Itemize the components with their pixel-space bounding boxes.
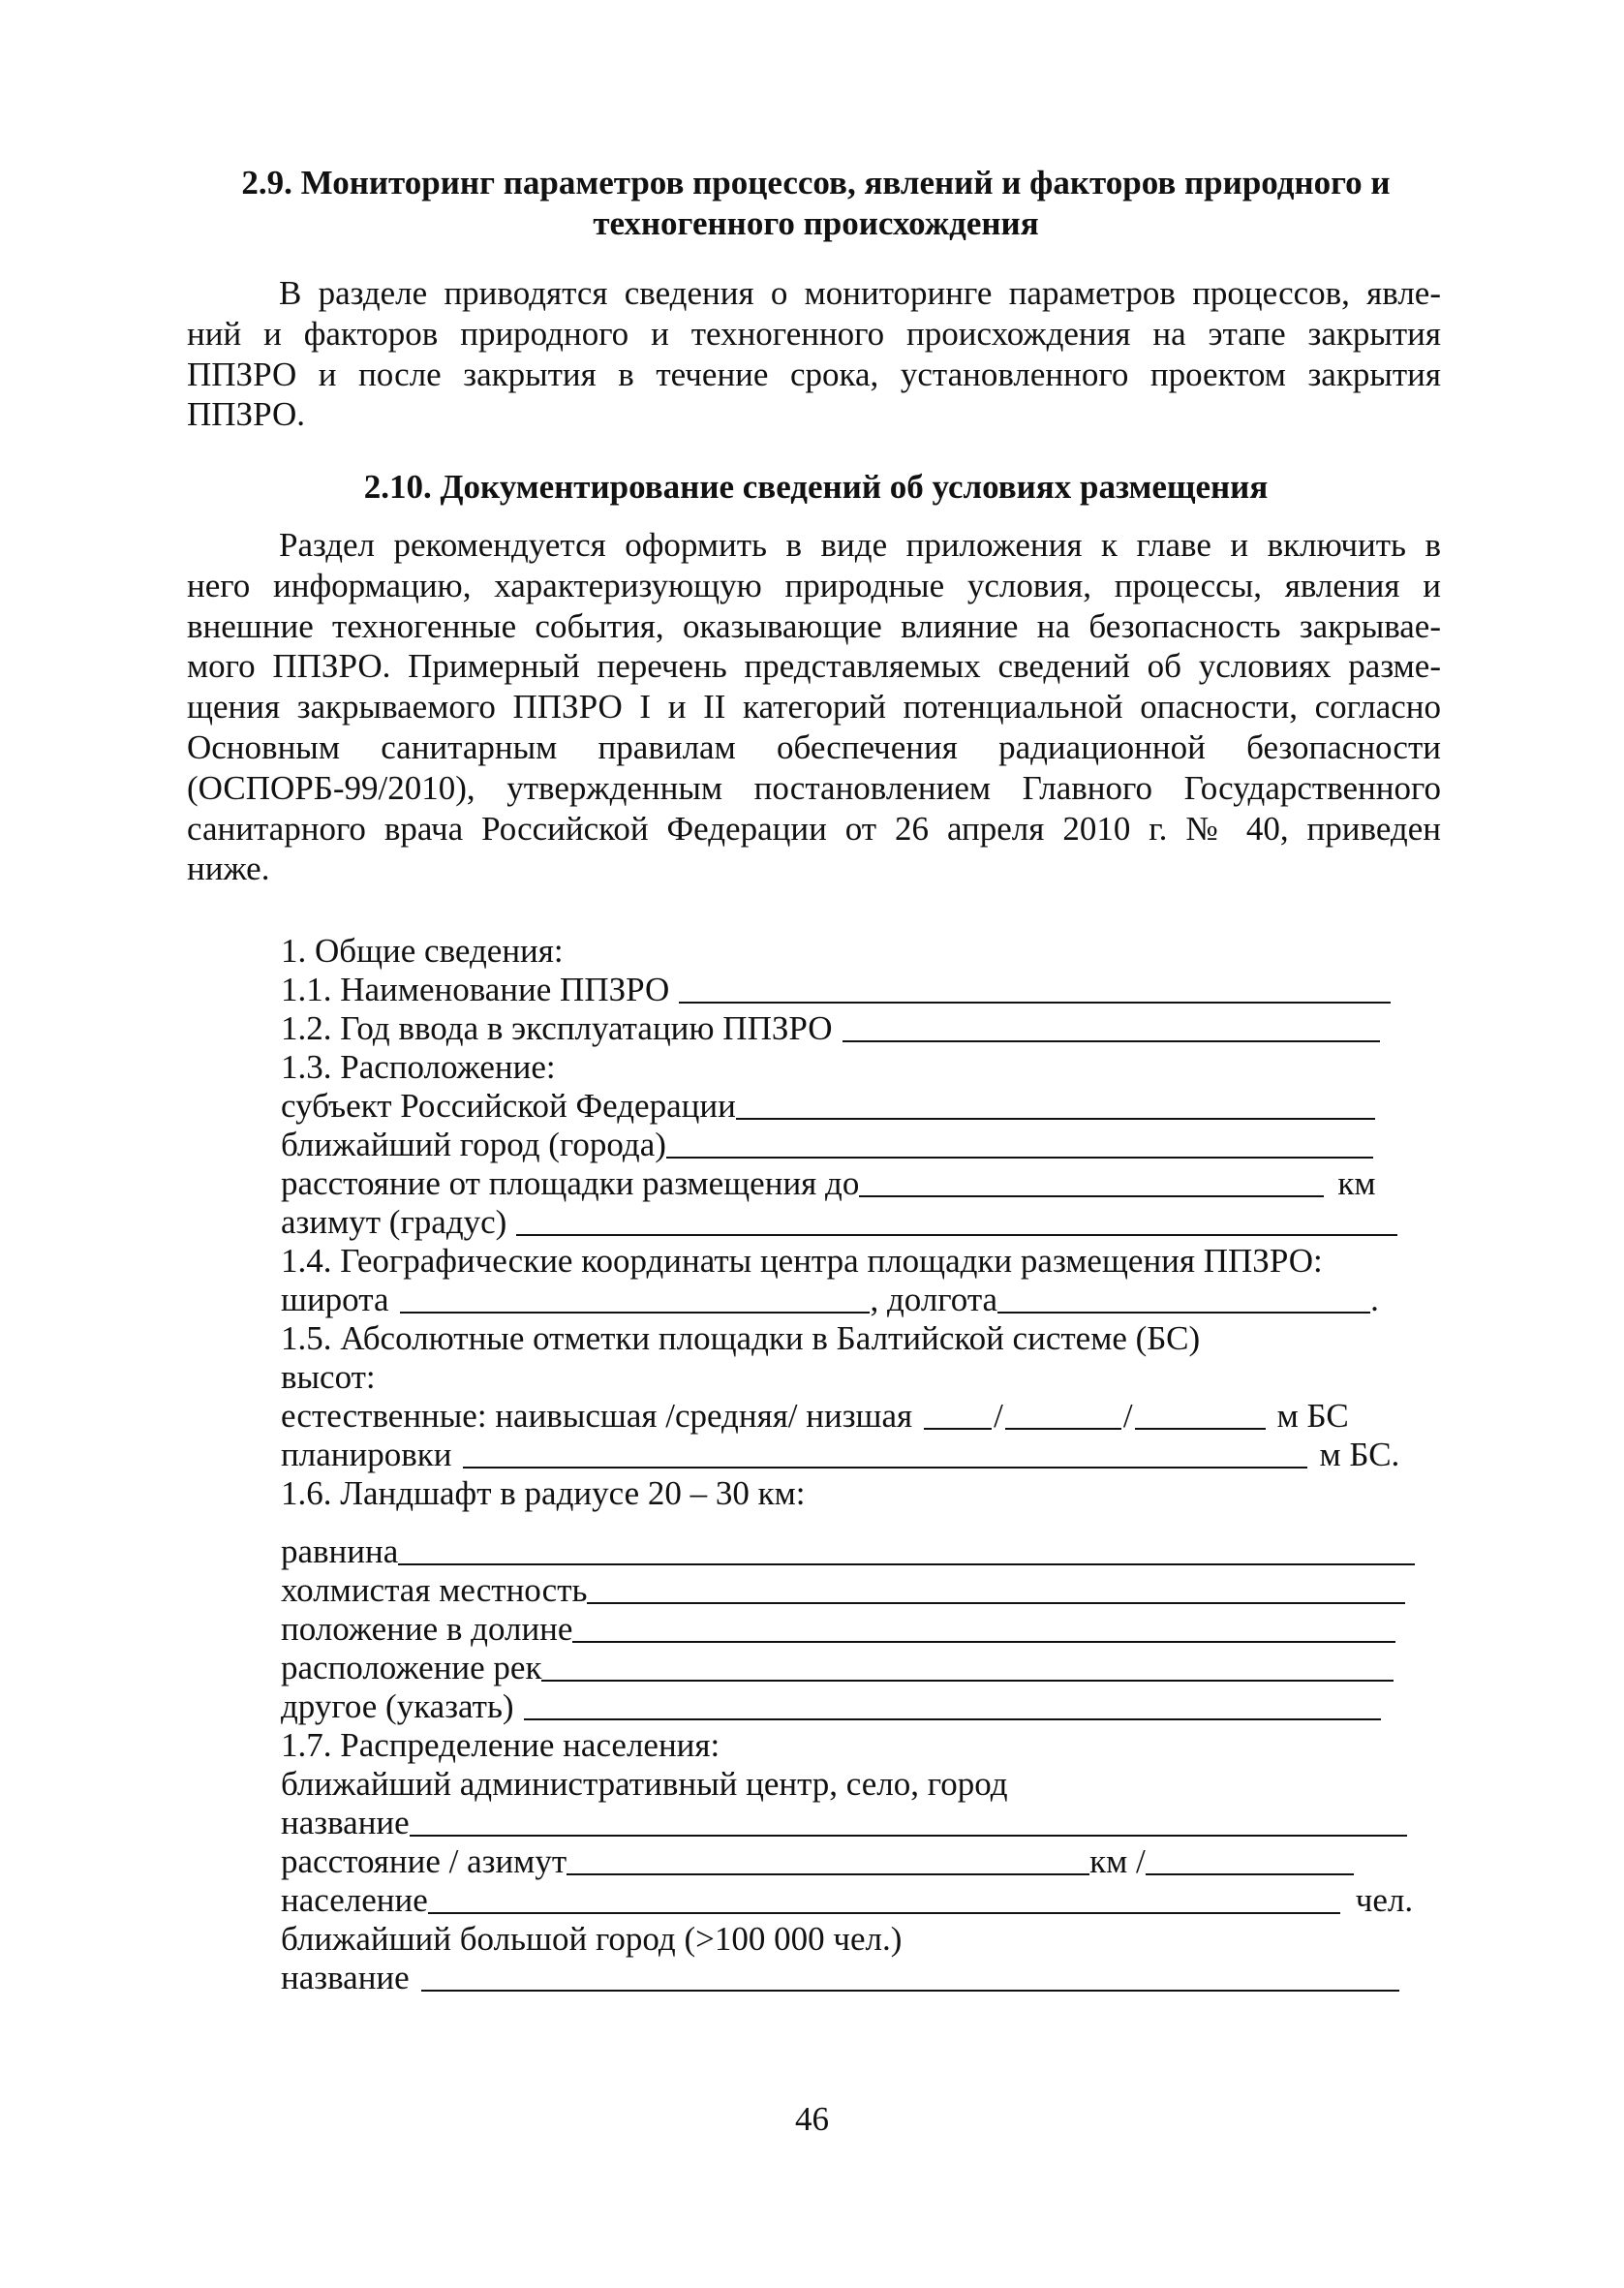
form-row-year [281,1007,1380,1048]
paragraph-line: него информацию, характеризующую природные условия, процессы, явления и [187,566,1441,604]
longitude-label: , долгота [870,1281,998,1318]
form-row-location [281,1046,556,1087]
hilly-label: холмистая местность [281,1571,588,1609]
federation-subject-label: субъект Российской Федерации [281,1087,736,1125]
people-unit: чел. [1355,1881,1414,1919]
form-row-other [281,1685,1381,1726]
period-mark: . [1370,1281,1379,1318]
latitude-field[interactable] [400,1283,870,1314]
admin-center-name-field[interactable] [410,1806,1407,1837]
other-field[interactable] [524,1689,1381,1720]
form-row-title [281,1802,1407,1842]
distance-label: расстояние от площадки размещения до [281,1164,860,1202]
paragraph-line: ний и факторов природного и техногенного происхождения на этапе закрытия [187,314,1441,353]
location-label: 1.3. Расположение: [281,1048,556,1086]
rivers-label: расположение рек [281,1649,542,1686]
valley-label: положение в долине [281,1610,573,1648]
form-row-abs-marks [281,1317,1200,1358]
section-2-9-title-line2: техногенного происхождения [593,204,1039,242]
section-2-9-title-line1: 2.9. Мониторинг параметров процессов, явлений и факторов природного и [241,164,1391,201]
form-row-nearest-city [281,1124,1373,1164]
valley-field[interactable] [572,1612,1395,1643]
slash-separator: / [1122,1397,1133,1435]
commission-year-field[interactable] [843,1011,1380,1042]
paragraph-line: Раздел рекомендуется оформить в виде приложения к главе и включить в [279,526,1441,564]
paragraph-line: В разделе приводятся сведения о мониторинге параметров процессов, явле- [279,274,1441,312]
section-2-9-paragraph [187,273,1441,435]
planning-label: планировки [281,1436,452,1473]
ppzro-name-label: 1.1. Наименование ППЗРО [281,971,670,1008]
plain-label: равнина [281,1532,399,1570]
nearest-city-label: ближайший город (города) [281,1126,666,1163]
landscape-label: 1.6. Ландшафт в радиусе 20 – 30 км: [281,1474,806,1512]
commission-year-label: 1.2. Год ввода в эксплуатацию ППЗРО [281,1009,833,1047]
form-row-natural [281,1395,1349,1436]
m-bs-unit: м БС. [1319,1436,1400,1473]
form-row-rivers [281,1647,1394,1687]
form-row-population-dist [281,1724,720,1765]
km-unit: км [1337,1164,1376,1202]
title-label: название [281,1959,410,1996]
form-row-big-city [281,1918,902,1959]
form-row-dist-azimuth [281,1840,1354,1881]
paragraph-line: санитарного врача Российской Федерации от 26 апреля 2010 г. № 40, приведен [187,809,1441,848]
form-row-admin-center [281,1763,1008,1804]
form-row-plain [281,1530,1415,1571]
other-label: другое (указать) [281,1687,514,1725]
form-row-distance [281,1162,1375,1203]
hilly-field[interactable] [587,1573,1405,1604]
form-row-title-2 [281,1957,1399,1997]
azimuth-field[interactable] [516,1205,1397,1236]
form-row-population [281,1879,1413,1920]
latitude-label: широта [281,1281,389,1318]
lowest-field[interactable] [1135,1399,1266,1430]
section-2-9-title [194,163,1438,244]
form-row-latlon [281,1279,1379,1319]
form-row-general [281,930,564,971]
federation-subject-field[interactable] [736,1089,1375,1120]
page-number: 46 [795,2100,829,2138]
paragraph-line: ППЗРО и после закрытия в течение срока, установленного проектом закрытия [187,355,1441,393]
highest-field[interactable] [924,1399,992,1430]
section-2-10-title: 2.10. Документирование сведений об условиях размещения [363,468,1269,506]
azimuth-value-field[interactable] [1146,1844,1354,1875]
heights-label: высот: [281,1358,376,1396]
general-info-label: 1. Общие сведения: [281,932,564,970]
paragraph-line: щения закрываемого ППЗРО I и II категорий потенциальной опасности, согласно [187,688,1441,727]
paragraph-line: (ОСПОРБ-99/2010), утвержденным постановлением Главного Государственного [187,768,1441,807]
form-row-name [281,969,1391,1009]
plain-field[interactable] [398,1534,1415,1565]
form-row-valley [281,1608,1395,1649]
azimuth-label: азимут (градус) [281,1203,507,1241]
form-row-geo [281,1240,1323,1281]
population-field[interactable] [428,1883,1340,1914]
slash-separator: / [994,1397,1003,1435]
big-city-name-field[interactable] [421,1961,1399,1992]
rivers-field[interactable] [541,1651,1394,1682]
distance-azimuth-label: расстояние / азимут [281,1842,567,1880]
admin-center-label: ближайший административный центр, село, город [281,1765,1008,1803]
form-row-hilly [281,1569,1405,1610]
paragraph-line: мого ППЗРО. Примерный перечень представляемых сведений об условиях разме- [187,647,1441,686]
longitude-field[interactable] [997,1283,1370,1314]
big-city-label: ближайший большой город (>100 000 чел.) [281,1920,903,1958]
paragraph-line: Основным санитарным правилам обеспечения радиационной безопасности [187,727,1441,766]
population-label: население [281,1881,428,1919]
average-field[interactable] [1005,1399,1121,1430]
form-row-azimuth [281,1201,1397,1242]
distance-value-field[interactable] [567,1844,1089,1875]
form-row-planning [281,1434,1399,1474]
form-row-heights [281,1356,376,1397]
paragraph-line: ППЗРО. [187,395,306,434]
nearest-city-field[interactable] [666,1128,1373,1159]
form-row-subject [281,1085,1375,1126]
distance-field[interactable] [859,1166,1324,1197]
ppzro-name-field[interactable] [679,973,1391,1004]
m-bs-unit: м БС [1276,1397,1349,1435]
form-row-landscape [281,1472,806,1513]
title-label: название [281,1804,410,1841]
paragraph-line: ниже. [187,850,270,888]
population-distribution-label: 1.7. Распределение населения: [281,1726,720,1764]
planning-field[interactable] [463,1438,1307,1469]
paragraph-line: внешние техногенные события, оказывающие влияние на безопасность закрывае- [187,606,1441,645]
section-2-10-paragraph [187,525,1441,889]
km-slash-unit: км / [1089,1842,1146,1880]
natural-heights-label: естественные: наивысшая /средняя/ низшая [281,1397,913,1435]
absolute-marks-label: 1.5. Абсолютные отметки площадки в Балтийской системе (БС) [281,1319,1201,1357]
geo-coordinates-label: 1.4. Географические координаты центра площадки размещения ППЗРО: [281,1242,1323,1280]
